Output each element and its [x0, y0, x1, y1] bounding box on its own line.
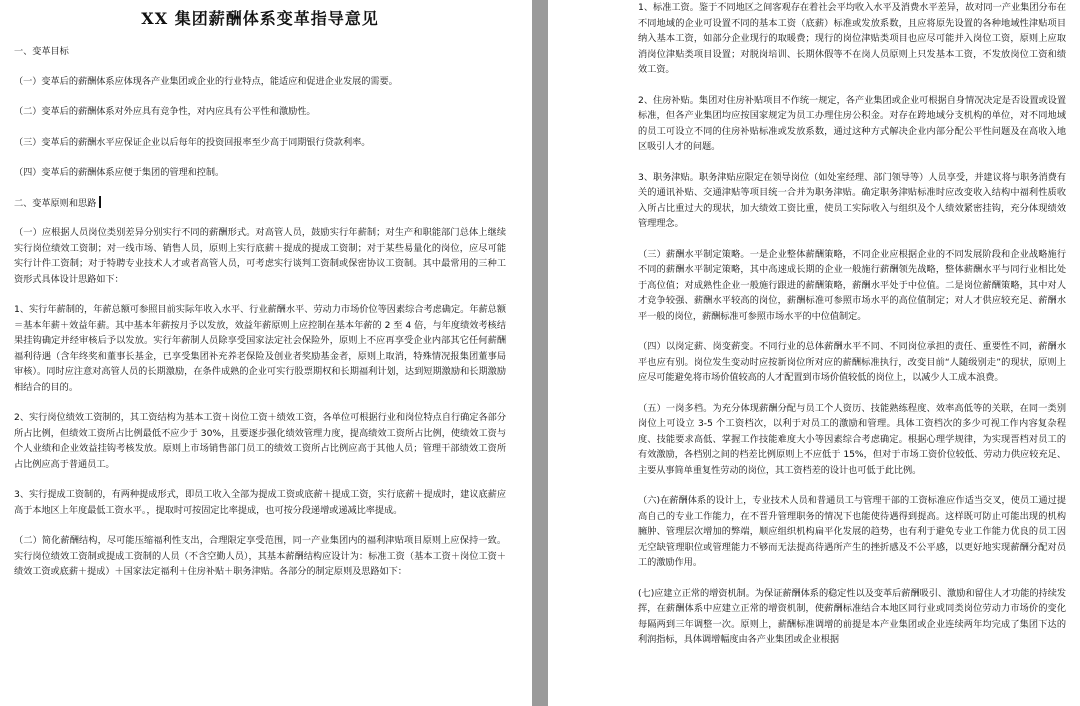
paragraph-goal-3: （三）变革后的薪酬水平应保证企业以后每年的投资回报率至少高于同期银行贷款利率。	[14, 136, 371, 148]
paragraph-pay-by-position: （四）以岗定薪、岗变薪变。不同行业的总体薪酬水平不同、不同岗位承担的责任、重要性不同，薪酬水平也应有别。岗位发生变动时应按新岗位所对应的薪酬标准执行，改变目前“人随级别走”的现状，原则上应尽可能避免将市场价值较高的人才配置到市场价值较低的岗位上，以减少人工成本浪费。	[638, 341, 1066, 383]
paragraph-goal-4: （四）变革后的薪酬体系应便于集团的管理和控制。	[14, 167, 225, 178]
paragraph-annual-salary: 1、实行年薪制的，年薪总额可参照目前实际年收入水平、行业薪酬水平、劳动力市场价位等因素综合考虑确定。年薪总额＝基本年薪＋效益年薪。其中基本年薪按月予以发放，效益年薪原则上应控制在基本年薪的 2 至 4 倍，与年度绩效考核结果挂钩确定并经审核后予以发放。实行年薪制人员除享受国家法定社会保险外，原则上不应再享受企业内部其它任何薪酬福利待遇（含年终奖和董事长基金，已享受集团补充养老保险及创业者奖励基金者，原则上取消，特殊情况报集团董事局审核）。同时应注意对高管人员的长期激励，在条件成熟的企业可实行股票期权和长期福利计划，达到短期激励和长期激励相结合的目的。	[14, 304, 506, 393]
paragraph-commission-pay: 3、实行提成工资制的，有两种提成形式，即员工收入全部为提成工资或底薪＋提成工资，实行底薪＋提成时，建议底薪应高于本地区上年度最低工资水平。，提取时可按固定比率提成，也可按分段递增或递减比率提成。	[14, 489, 506, 516]
paragraph-simplify-structure: （二）简化薪酬结构，尽可能压缩福利性支出，合理限定享受范围，同一产业集团内的福利津贴项目原则上应保持一致。实行岗位绩效工资制或提成工资制的人员（不含空勤人员），其基本薪酬结构应设计为：标准工资（基本工资＋岗位工资＋绩效工资或底薪＋提成）＋国家法定福利＋住房补贴＋职务津贴。各部分的制定原则及思路如下：	[14, 535, 506, 577]
paragraph-dual-track: （六)在薪酬体系的设计上，专业技术人员和普通员工与管理干部的工资标准应作适当交叉，使员工通过提高自己的专业工作能力，在不晋升管理职务的情况下也能使待遇得到提高。这样既可防止可能出现的机构臃肿、管理层次增加的弊端，顺应组织机构扁平化发展的趋势，也有利于避免专业工作能力优良的员工因无空缺管理职位或管理能力不够而无法提高待遇所产生的挫折感及不公平感，以更好地实现薪酬分配对员工的激励作用。	[638, 495, 1066, 568]
paragraph-standard-wage: 1、标准工资。鉴于不同地区之间客观存在着社会平均收入水平及消费水平差异，故对同一产业集团分布在不同地域的企业可设置不同的基本工资（底薪）标准或发放系数，且应将原先设置的各种地域性津贴项目纳入基本工资，如部分企业现行的取暖费；现行的岗位津贴类项目也应尽可能并入岗位工资，原则上应取消岗位津贴类项目设置；对脱岗培训、长期休假等不在岗人员原则上只发基本工资，不发放岗位工资和绩效工资。	[638, 2, 1066, 75]
paragraph-raise-mechanism: (七)应建立正常的增资机制。为保证薪酬体系的稳定性以及变革后薪酬吸引、激励和留住人才功能的持续发挥，在薪酬体系中应建立正常的增资机制，使薪酬标准结合本地区同行业或同类岗位劳动力市场价的变化每隔两到三年调整一次。原则上，薪酬标准调增的前提是本产业集团或企业连续两年均完成了集团下达的利润指标，具体调增幅度由各产业集团或企业根据	[638, 587, 1066, 645]
paragraph-position-allowance: 3、职务津贴。职务津贴应限定在领导岗位（如处室经理、部门领导等）人员享受，并建议将与职务消费有关的通讯补贴、交通津贴等项目统一合并为职务津贴。确定职务津贴标准时应改变收入结构中福利性质收入所占比重过大的现状，加大绩效工资比重，使员工实际收入与组织及个人绩效紧密挂钩，充分体现绩效管理理念。	[638, 171, 1066, 229]
section-heading-goals: 一、变革目标	[14, 46, 69, 57]
paragraph-multiple-grades: （五）一岗多档。为充分体现薪酬分配与员工个人资历、技能熟练程度、效率高低等的关联，在同一类别岗位上可设立 3-5 个工资档次，以利于对员工的激励和管理。具体工资档次的多少可视工作内容复杂程度、技能要求高低、掌握工作技能难度大小等因素综合考虑确定。根据心理学规律，为实现晋档对员工的有效激励，各档别之间的档差比例原则上不应低于 15%，但对于市场工资价位较低、劳动力供应较充足、主要从事简单重复性劳动的岗位，其工资档差的设计也可低于此比例。	[638, 402, 1066, 476]
document-page-right	[548, 0, 1080, 706]
text-cursor	[99, 196, 101, 208]
section-heading-principles-text: 二、变革原则和思路	[14, 197, 97, 209]
paragraph-pay-level-strategy: （三）薪酬水平制定策略。一是企业整体薪酬策略，不同企业应根据企业的不同发展阶段和企业战略施行不同的薪酬水平制定策略，其中高速成长期的企业一般施行薪酬领先战略，整体薪酬水平与同行业相比处于高位值；对成熟性企业一般施行跟进的薪酬策略，薪酬水平处于中位值。二是岗位薪酬策略，其中对人才竞争较强、薪酬水平较高的岗位，薪酬标准可参照市场水平的高位值制定；对人才供应较充足、薪酬水平一般的岗位，薪酬标准可参照市场水平的中位值制定。	[638, 248, 1066, 322]
paragraph-goal-2: （二）变革后的薪酬体系对外应具有竞争性，对内应具有公平性和激励性。	[14, 106, 316, 117]
document-page-left	[0, 0, 532, 706]
paragraph-goal-1: （一）变革后的薪酬体系应体现各产业集团或企业的行业特点，能适应和促进企业发展的需要。	[14, 75, 398, 87]
paragraph-performance-pay: 2、实行岗位绩效工资制的，其工资结构为基本工资＋岗位工资＋绩效工资，各单位可根据行业和岗位特点自行确定各部分所占比例，但绩效工资所占比例最低不应少于 30%，且要逐步强化绩效管理力度，提高绩效工资所占比例，使绩效工资与个人业绩和企业效益挂钩考核发放。原则上市场销售部门员工的绩效工资所占比例应高于其他人员；管理干部绩效工资所占比例应高于普通员工。	[14, 412, 506, 470]
paragraph-principle-1: （一）应根据人员岗位类别差异分别实行不同的薪酬形式。对高管人员，鼓励实行年薪制；对生产和职能部门总体上继续实行岗位绩效工资制；对一线市场、销售人员，原则上实行底薪＋提成的提成工资制；对于某些易量化的岗位，应尽可能实行计件工资制；对于特聘专业技术人才或者高管人员，可考虑实行谈判工资制或保密协议工资制。其中最常用的三种工资形式具体设计思路如下：	[14, 227, 506, 285]
document-title: XX 集团薪酬体系变革指导意见	[141, 9, 379, 28]
section-heading-principles	[14, 196, 506, 212]
paragraph-housing-subsidy: 2、住房补贴。集团对住房补贴项目不作统一规定，各产业集团或企业可根据自身情况决定是否设置或设置标准，但各产业集团均应按国家规定为员工办理住房公积金。对存在跨地域分支机构的单位，对不同地域的员工可设立不同的住房补贴标准或发放系数，通过这种方式解决企业内部分配公平性问题及在高收入地区吸引人才的问题。	[638, 94, 1066, 152]
